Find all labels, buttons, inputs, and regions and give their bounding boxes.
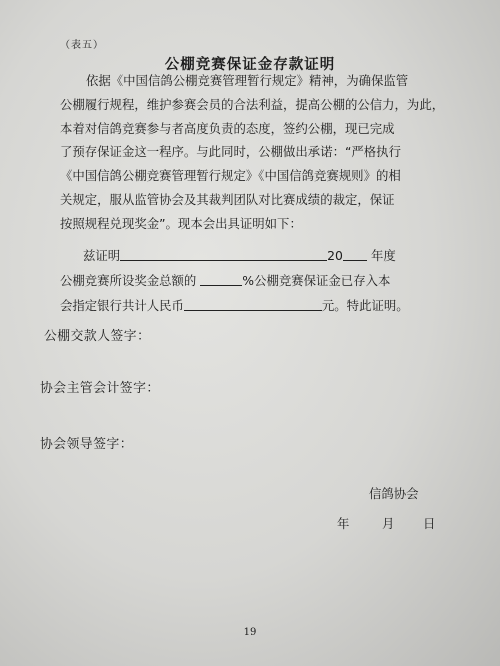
- page-number: 19: [243, 627, 257, 638]
- date-month-label: 月: [382, 516, 395, 531]
- cert-line-1: [60, 243, 450, 268]
- year-blank[interactable]: [343, 246, 367, 261]
- paragraph-line: 了预存保证金这一程序。与此同时，公棚做出承诺：“严格执行: [60, 144, 401, 160]
- paragraph-line: 按照规程兑现奖金”。现本会出具证明如下：: [60, 215, 302, 231]
- paragraph-line: 依据《中国信鸽公棚竞赛管理暂行规定》精神，为确保监管: [86, 73, 409, 88]
- cert-prefix: 兹证明: [83, 248, 121, 263]
- paragraph-line: 本着对信鸽竞赛参与者高度负责的态度，签约公棚，现已完成: [60, 120, 395, 136]
- percentage-blank[interactable]: [200, 271, 242, 286]
- document-title: 公棚竞赛保证金存款证明: [164, 57, 336, 73]
- paragraph-line: 关规定，服从监管协会及其裁判团队对比赛成绩的裁定，保证: [60, 191, 395, 207]
- certification-block: [60, 243, 450, 318]
- cert-line2-a: 公棚竞赛所设奖金总额的: [60, 273, 197, 288]
- cert-year-suffix: 年度: [370, 248, 396, 263]
- table-tag: （表五）: [60, 40, 104, 51]
- depositor-signature-label: 公棚交款人签字：: [44, 329, 151, 344]
- cert-line3-a: 会指定银行共计人民币: [60, 298, 184, 313]
- pigeon-loft-name-blank[interactable]: [120, 246, 327, 261]
- paragraph-line: 公棚履行规程，维护参赛会员的合法利益，提高公棚的公信力，为此，: [60, 96, 445, 112]
- leader-signature-label: 协会领导签字：: [40, 437, 134, 452]
- date-year-label: 年: [337, 516, 350, 531]
- issuer-name: 信鸽协会: [369, 486, 419, 501]
- cert-line3-b: 元。特此证明。: [321, 298, 409, 313]
- cert-line2-b: %公棚竞赛保证金已存入本: [242, 273, 391, 288]
- body-paragraph: [60, 69, 445, 236]
- amount-blank[interactable]: [184, 296, 322, 311]
- paragraph-line: 《中国信鸽公棚竞赛管理暂行规定》《中国信鸽竞赛规则》的相: [60, 168, 401, 184]
- date-day-label: 日: [423, 516, 436, 531]
- cert-year-prefix: 20: [327, 248, 343, 263]
- cert-line-2: [60, 268, 450, 293]
- accountant-signature-label: 协会主管会计签字：: [40, 381, 160, 396]
- cert-line-3: [60, 293, 450, 318]
